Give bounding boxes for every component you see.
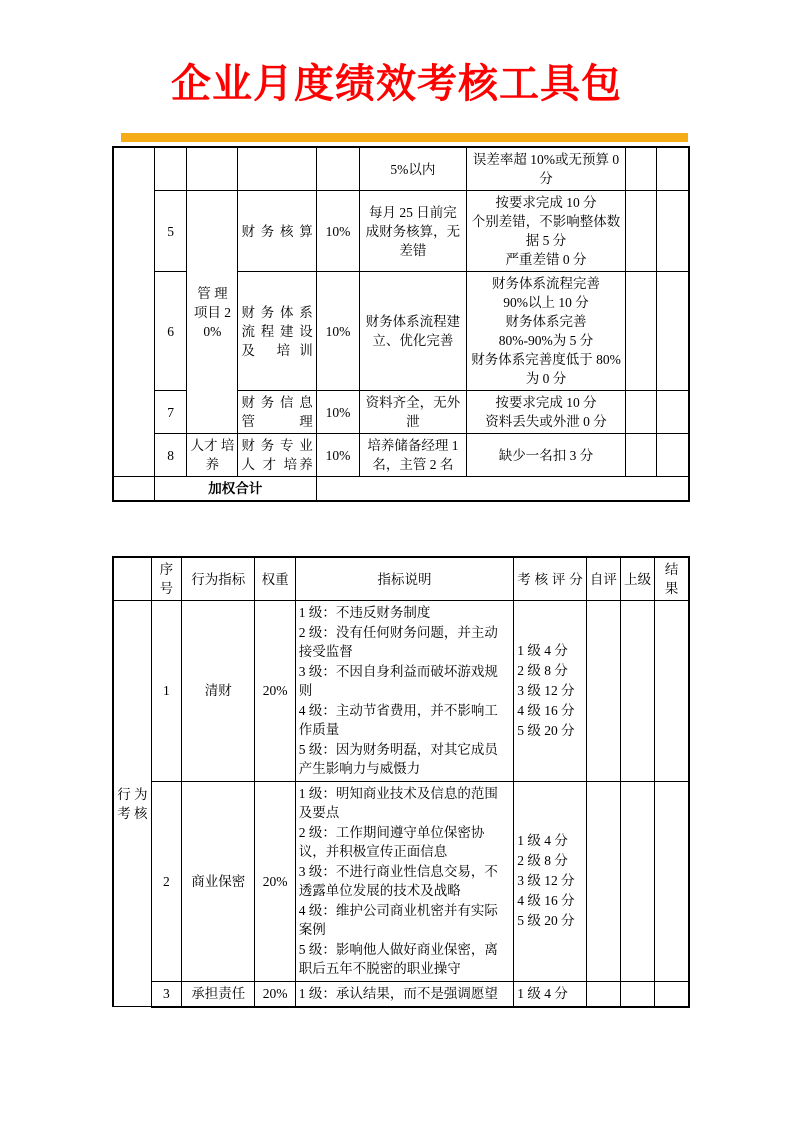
cell-self-score[interactable] <box>586 981 620 1007</box>
header-result: 结果 <box>655 557 689 601</box>
header-description: 指标说明 <box>295 557 514 601</box>
cell-result[interactable] <box>655 981 689 1007</box>
table-header-row <box>113 557 689 601</box>
header-superior: 上级 <box>620 557 654 601</box>
cell-result[interactable] <box>655 601 689 782</box>
table-row <box>113 981 689 1007</box>
cell-category <box>113 477 154 502</box>
table-row <box>113 781 689 981</box>
cell-description: 每月 25 日前完成财务核算，无差错 <box>360 191 467 272</box>
cell-weight: 20% <box>255 781 295 981</box>
cell-description: 1 级：明知商业技术及信息的范围及要点 2 级：工作期间遵守单位保密协议，并积极宣传正面信息 3 级：不进行商业性信息交易，不透露单位发展的技术及战略 4 级：维护公司商业机密并有实际案例 5 级：影响他人做好商业保密，离职后五年不脱密的职业操守 <box>295 781 514 981</box>
table-row <box>113 434 689 477</box>
cell-indicator: 财 务 体 系 流 程 建 设 及 培训 <box>238 272 316 391</box>
cell-no: 6 <box>154 272 187 391</box>
cell-self-score[interactable] <box>626 391 656 434</box>
cell-result[interactable] <box>655 781 689 981</box>
cell-superior-score[interactable] <box>620 781 654 981</box>
cell-description: 资料齐全，无外泄 <box>360 391 467 434</box>
cell-group <box>187 147 238 191</box>
cell-no: 7 <box>154 391 187 434</box>
section-label-behavior: 行 为 考 核 <box>113 601 151 1007</box>
cell-no <box>154 147 187 191</box>
weighted-total-value[interactable] <box>316 477 689 502</box>
cell-self-score[interactable] <box>586 781 620 981</box>
cell-criteria: 财务体系流程完善 90%以上 10 分 财务体系完善 80%-90%为 5 分 财务体系完善度低于 80%为 0 分 <box>466 272 626 391</box>
cell-group: 管 理 项目 20% <box>187 191 238 434</box>
cell-weight: 10% <box>316 391 359 434</box>
cell-indicator: 财 务 专 业 人 才 培养 <box>238 434 316 477</box>
header-score: 考 核 评 分 <box>514 557 587 601</box>
cell-category <box>113 147 154 477</box>
cell-description: 1 级：不违反财务制度 2 级：没有任何财务问题，并主动接受监督 3 级：不因自身利益而破坏游戏规则 4 级：主动节省费用，并不影响工作质量 5 级：因为财务明磊，对其它成员产生影响力与威慑力 <box>295 601 514 782</box>
cell-self-score[interactable] <box>586 601 620 782</box>
cell-indicator: 财 务 核 算 <box>238 191 316 272</box>
cell-criteria: 缺少一名扣 3 分 <box>466 434 626 477</box>
cell-self-score[interactable] <box>626 191 656 272</box>
cell-description: 培养储备经理 1 名，主管 2 名 <box>360 434 467 477</box>
cell-superior-score[interactable] <box>656 391 689 434</box>
cell-superior-score[interactable] <box>656 191 689 272</box>
cell-criteria: 误差率超 10%或无预算 0 分 <box>466 147 626 191</box>
cell-no: 2 <box>151 781 181 981</box>
cell-indicator: 清财 <box>181 601 255 782</box>
cell-no: 8 <box>154 434 187 477</box>
cell-group: 人才 培养 <box>187 434 238 477</box>
cell-weight: 20% <box>255 981 295 1007</box>
cell-score-levels: 1 级 4 分 <box>514 981 587 1007</box>
cell-indicator <box>238 147 316 191</box>
cell-indicator: 商业保密 <box>181 781 255 981</box>
cell-weight: 10% <box>316 272 359 391</box>
cell-superior-score[interactable] <box>656 272 689 391</box>
cell-superior-score[interactable] <box>620 601 654 782</box>
cell-weight: 10% <box>316 191 359 272</box>
cell-no: 3 <box>151 981 181 1007</box>
cell-criteria: 按要求完成 10 分 资料丢失或外泄 0 分 <box>466 391 626 434</box>
cell-superior-score[interactable] <box>656 434 689 477</box>
cell-section-spacer <box>113 557 151 601</box>
cell-self-score[interactable] <box>626 147 656 191</box>
header-indicator: 行为指标 <box>181 557 255 601</box>
cell-indicator: 承担责任 <box>181 981 255 1007</box>
weighted-total-row <box>113 477 689 502</box>
cell-score-levels: 1 级 4 分 2 级 8 分 3 级 12 分 4 级 16 分 5 级 20 分 <box>514 781 587 981</box>
page-title: 企业月度绩效考核工具包 <box>171 61 622 107</box>
cell-self-score[interactable] <box>626 272 656 391</box>
header-weight: 权重 <box>255 557 295 601</box>
accent-divider-bar <box>121 133 688 142</box>
table-row <box>113 601 689 782</box>
cell-no: 5 <box>154 191 187 272</box>
header-no: 序号 <box>151 557 181 601</box>
cell-weight: 10% <box>316 434 359 477</box>
cell-score-levels: 1 级 4 分 2 级 8 分 3 级 12 分 4 级 16 分 5 级 20 分 <box>514 601 587 782</box>
weighted-total-label: 加权合计 <box>154 477 316 502</box>
cell-description: 1 级：承认结果，而不是强调愿望 <box>295 981 514 1007</box>
performance-indicator-table <box>112 146 690 502</box>
cell-superior-score[interactable] <box>656 147 689 191</box>
cell-description: 5%以内 <box>360 147 467 191</box>
table-row <box>113 191 689 272</box>
cell-criteria: 按要求完成 10 分 个别差错，不影响整体数据 5 分 严重差错 0 分 <box>466 191 626 272</box>
cell-self-score[interactable] <box>626 434 656 477</box>
cell-description: 财务体系流程建立、优化完善 <box>360 272 467 391</box>
behavior-assessment-table <box>112 556 690 1008</box>
cell-no: 1 <box>151 601 181 782</box>
table-row <box>113 147 689 191</box>
cell-weight <box>316 147 359 191</box>
cell-superior-score[interactable] <box>620 981 654 1007</box>
header-self: 自评 <box>586 557 620 601</box>
cell-indicator: 财 务 信 息管理 <box>238 391 316 434</box>
cell-weight: 20% <box>255 601 295 782</box>
